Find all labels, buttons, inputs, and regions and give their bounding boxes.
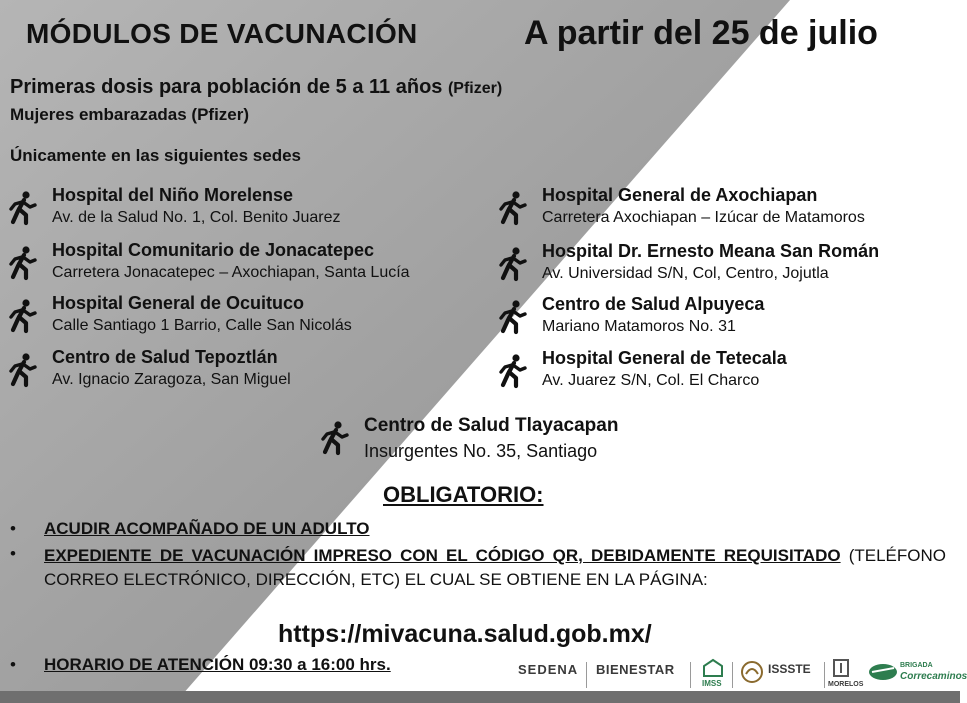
site-name: Centro de Salud Tepoztlán	[52, 347, 278, 367]
correcaminos-label: Correcaminos	[900, 671, 967, 682]
site-address: Av. Ignacio Zaragoza, San Miguel	[52, 371, 291, 388]
start-date: A partir del 25 de julio	[524, 14, 878, 52]
logo-divider	[586, 662, 587, 688]
walking-person-icon	[6, 299, 38, 333]
site-item	[496, 348, 956, 394]
bullet: •	[10, 544, 16, 563]
imss-logo	[702, 658, 724, 688]
walking-person-icon	[496, 247, 528, 281]
morelos-label: MORELOS	[828, 681, 864, 688]
site-address: Av. Juarez S/N, Col. El Charco	[542, 372, 760, 389]
logo-divider	[690, 662, 691, 688]
walking-person-icon	[6, 246, 38, 280]
logo-divider	[732, 662, 733, 688]
walking-person-icon	[318, 421, 350, 455]
site-address: Mariano Matamoros No. 31	[542, 318, 736, 335]
walking-person-icon	[496, 354, 528, 388]
site-item	[496, 185, 956, 231]
sites-heading: Únicamente en las siguientes sedes	[10, 146, 302, 165]
site-name: Hospital General de Axochiapan	[542, 185, 818, 205]
registration-url[interactable]: https://mivacuna.salud.gob.mx/	[278, 620, 652, 648]
site-item	[496, 294, 956, 340]
requirement-emphasis: EXPEDIENTE DE VACUNACIÓN IMPRESO CON EL CÓDIGO QR, DEBIDAMENTE REQUISITADO	[44, 546, 841, 565]
walking-person-icon	[6, 353, 38, 387]
requirement-text: HORARIO DE ATENCIÓN 09:30 a 16:00 hrs.	[44, 655, 391, 674]
site-address: Carretera Axochiapan – Izúcar de Matamoros	[542, 209, 865, 226]
audience-children-brand: (Pfizer)	[447, 80, 503, 97]
site-name: Hospital Dr. Ernesto Meana San Román	[542, 241, 880, 261]
bullet: •	[10, 655, 16, 674]
audience-children	[10, 76, 502, 99]
walking-person-icon	[496, 300, 528, 334]
site-item	[6, 240, 476, 286]
footer-bar	[0, 691, 960, 703]
audience-children-text: Primeras dosis para población de 5 a 11 años	[10, 76, 443, 98]
issste-emblem-icon	[740, 660, 764, 687]
imss-label: IMSS	[702, 679, 722, 688]
morelos-emblem-icon	[830, 658, 852, 680]
sedena-logo: SEDENA	[518, 662, 579, 677]
morelos-logo	[828, 658, 864, 688]
bienestar-logo: BIENESTAR	[596, 662, 675, 677]
bullet: •	[10, 519, 16, 538]
requirement-text: ACUDIR ACOMPAÑADO DE UN ADULTO	[44, 519, 370, 538]
logo-divider	[824, 662, 825, 688]
site-address: Av. de la Salud No. 1, Col. Benito Juarez	[52, 209, 341, 226]
site-item	[6, 185, 476, 231]
site-item	[318, 415, 678, 465]
site-address: Av. Universidad S/N, Col, Centro, Jojutla	[542, 265, 829, 282]
issste-logo: ISSSTE	[768, 662, 811, 676]
brigada-label: BRIGADA	[900, 662, 933, 669]
site-address: Insurgentes No. 35, Santiago	[364, 441, 598, 461]
walking-person-icon	[6, 191, 38, 225]
site-name: Hospital del Niño Morelense	[52, 185, 294, 205]
institution-logos	[512, 658, 967, 692]
site-item	[6, 347, 476, 393]
requirement-text	[44, 544, 946, 592]
site-item	[6, 293, 476, 339]
requirement-detail: (TELÉFONO CORREO ELECTRÓNICO, DIRECCIÓN, ETC) EL CUAL SE OBTIENE EN LA PÁGINA:	[44, 546, 946, 589]
requirements-heading: OBLIGATORIO:	[383, 482, 544, 507]
site-name: Hospital Comunitario de Jonacatepec	[52, 240, 375, 260]
site-address: Carretera Jonacatepec – Axochiapan, Santa Lucía	[52, 264, 410, 281]
site-address: Calle Santiago 1 Barrio, Calle San Nicolás	[52, 317, 352, 334]
brigada-emblem-icon	[868, 662, 898, 685]
site-name: Centro de Salud Tlayacapan	[364, 415, 619, 436]
site-item	[496, 241, 956, 287]
site-name: Hospital General de Ocuituco	[52, 293, 305, 313]
site-name: Hospital General de Tetecala	[542, 348, 787, 368]
walking-person-icon	[496, 191, 528, 225]
imss-emblem-icon	[702, 658, 724, 678]
audience-pregnant: Mujeres embarazadas (Pfizer)	[10, 105, 250, 124]
page-title: MÓDULOS DE VACUNACIÓN	[26, 18, 418, 49]
site-name: Centro de Salud Alpuyeca	[542, 294, 765, 314]
